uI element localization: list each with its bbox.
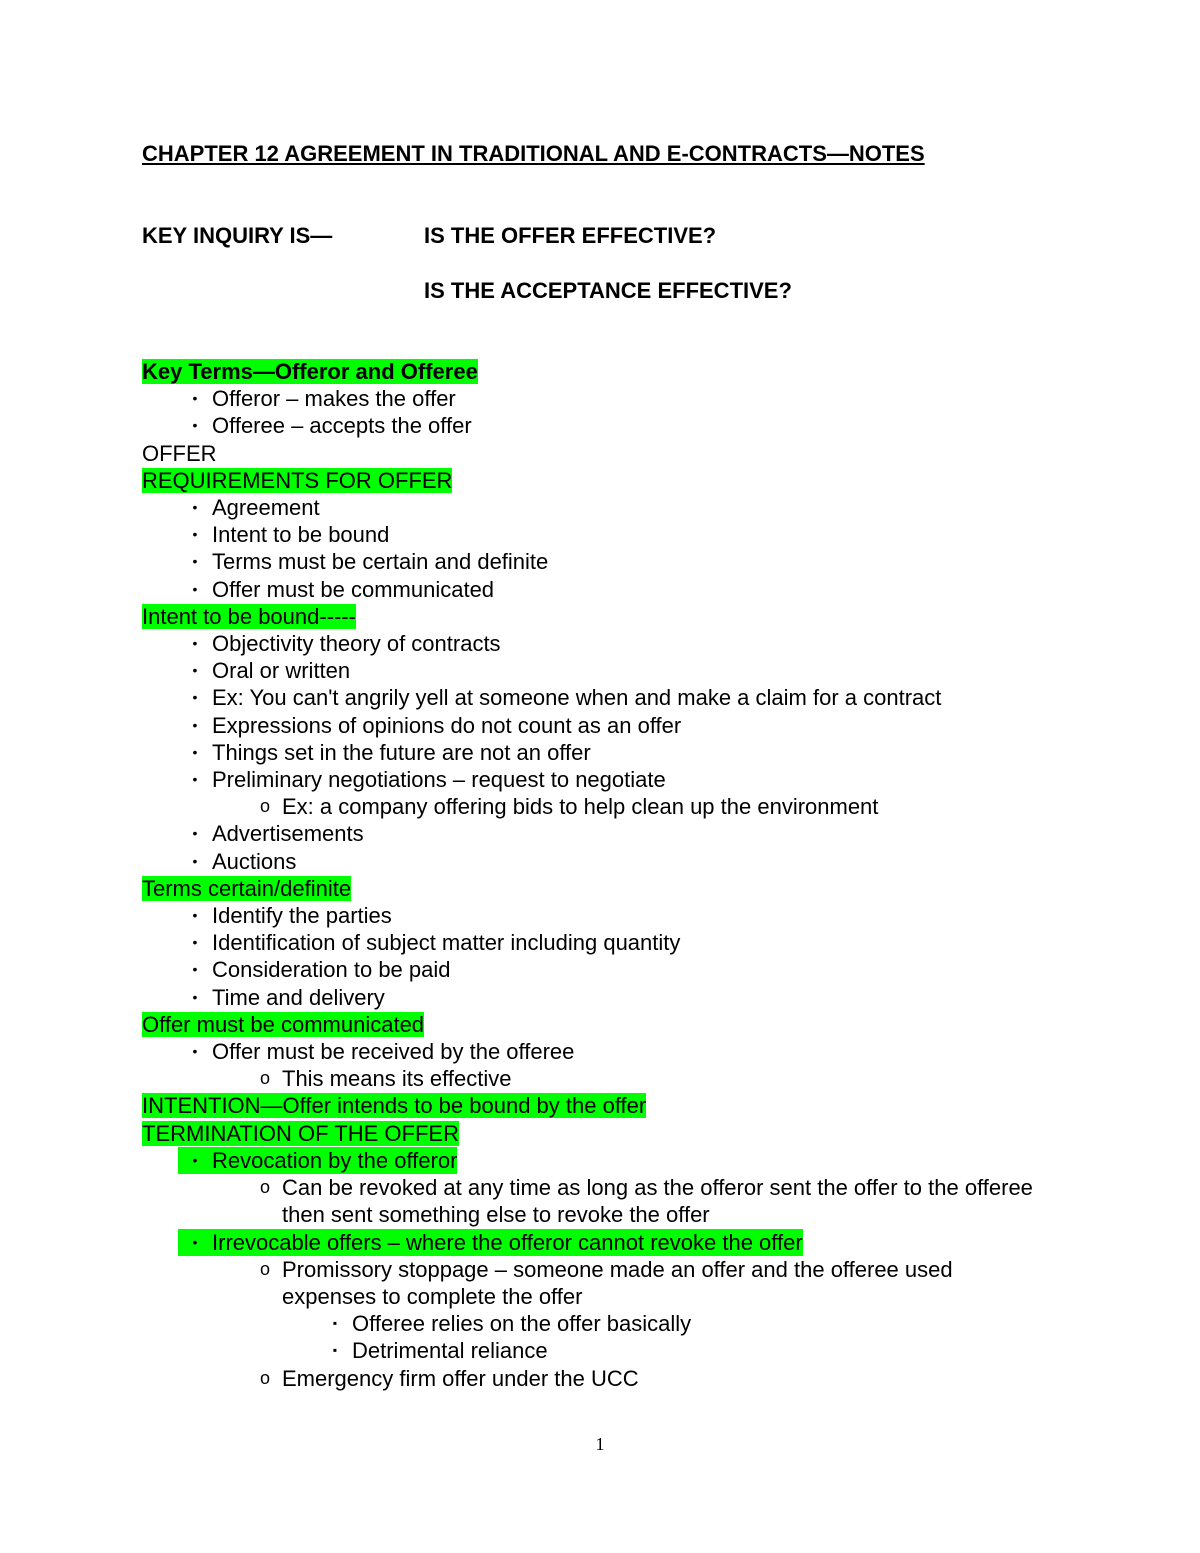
bullet-icon: • (192, 635, 198, 652)
list-item-text: Offer must be communicated (212, 576, 495, 602)
bullet-icon: • (192, 1233, 198, 1250)
list-item (142, 848, 1042, 875)
list-item (142, 902, 1042, 929)
circle-bullet-icon: o (259, 1367, 270, 1388)
list-item-text: Ex: You can't angrily yell at someone when and make a claim for a contract (212, 685, 942, 711)
list-item-text: Terms must be certain and definite (212, 549, 549, 575)
list-item (142, 494, 1042, 521)
document-title: CHAPTER 12 AGREEMENT IN TRADITIONAL AND E-CONTRACTS—NOTES (142, 141, 925, 166)
list-item-text: Oral or written (212, 658, 351, 684)
list-item (142, 630, 1042, 657)
bullet-icon: • (192, 825, 198, 842)
list-item-text: Ex: a company offering bids to help clean up the environment (282, 794, 879, 820)
list-item (142, 1310, 1042, 1337)
section-heading (142, 875, 1042, 902)
circle-bullet-icon: o (259, 1068, 270, 1089)
heading-text: REQUIREMENTS FOR OFFER (142, 467, 453, 493)
key-inquiry-question-acceptance: IS THE ACCEPTANCE EFFECTIVE? (424, 278, 792, 303)
heading-text: Offer must be communicated (142, 1011, 425, 1037)
section-heading (142, 1092, 1042, 1119)
list-item-text: Detrimental reliance (352, 1338, 548, 1364)
bullet-icon: • (192, 390, 198, 407)
circle-bullet-icon: o (259, 1258, 270, 1279)
list-item (142, 1337, 1042, 1364)
list-item-text: Offeror – makes the offer (212, 386, 456, 412)
list-item-text: Revocation by the offeror (212, 1147, 458, 1173)
list-item (142, 1174, 1042, 1228)
list-item-text: Time and delivery (212, 984, 385, 1010)
list-item (142, 1147, 1042, 1174)
list-item-text: Irrevocable offers – where the offeror cannot revoke the offer (212, 1229, 803, 1255)
bullet-icon: • (192, 907, 198, 924)
list-item-text: Promissory stoppage – someone made an offer and the offeree used expenses to complete the offer (282, 1256, 953, 1309)
bullet-icon: • (192, 499, 198, 516)
list-item-text: Agreement (212, 495, 320, 521)
list-item-text: Emergency firm offer under the UCC (282, 1365, 639, 1391)
bullet-icon: • (192, 526, 198, 543)
key-inquiry-question-offer: IS THE OFFER EFFECTIVE? (424, 223, 717, 248)
bullet-icon: • (192, 961, 198, 978)
list-item-text: This means its effective (282, 1066, 512, 1092)
bullet-icon: • (192, 743, 198, 760)
square-bullet-icon: ▪ (332, 1343, 338, 1358)
list-item (142, 766, 1042, 793)
bullet-icon: • (192, 1043, 198, 1060)
key-inquiry-label: KEY INQUIRY IS— (142, 223, 333, 248)
list-item (142, 739, 1042, 766)
bullet-icon: • (192, 553, 198, 570)
heading-text: Key Terms—Offeror and Offeree (142, 359, 478, 384)
list-item (142, 1256, 1042, 1310)
page-number: 1 (595, 1434, 605, 1454)
section-heading (142, 603, 1042, 630)
list-item (142, 385, 1042, 412)
bullet-icon: • (192, 580, 198, 597)
heading-text: OFFER (142, 440, 217, 466)
list-item (142, 576, 1042, 603)
bullet-icon: • (192, 852, 198, 869)
heading-text: INTENTION—Offer intends to be bound by the offer (142, 1093, 647, 1119)
bullet-icon: • (192, 662, 198, 679)
section-label (142, 440, 1042, 467)
list-item-text: Preliminary negotiations – request to negotiate (212, 767, 666, 793)
circle-bullet-icon: o (259, 1177, 270, 1198)
heading-text: Intent to be bound----- (142, 603, 357, 629)
section-heading (142, 1011, 1042, 1038)
list-item (142, 1038, 1042, 1065)
list-item (142, 820, 1042, 847)
section-heading (142, 1120, 1042, 1147)
list-item-text: Identification of subject matter including quantity (212, 930, 681, 956)
section-heading (142, 358, 1042, 385)
list-item (142, 1065, 1042, 1092)
list-item (142, 712, 1042, 739)
heading-text: TERMINATION OF THE OFFER (142, 1120, 459, 1146)
list-item-text: Consideration to be paid (212, 957, 451, 983)
list-item (142, 1229, 1042, 1256)
bullet-icon: • (192, 716, 198, 733)
list-item (142, 793, 1042, 820)
list-item-text: Auctions (212, 848, 297, 874)
list-item (142, 929, 1042, 956)
list-item (142, 984, 1042, 1011)
bullet-icon: • (192, 934, 198, 951)
bullet-icon: • (192, 1151, 198, 1168)
list-item-text: Intent to be bound (212, 522, 390, 548)
list-item (142, 684, 1042, 711)
list-item (142, 1365, 1042, 1392)
section-heading (142, 467, 1042, 494)
list-item-text: Objectivity theory of contracts (212, 631, 501, 657)
circle-bullet-icon: o (259, 796, 270, 817)
list-item (142, 412, 1042, 439)
square-bullet-icon: ▪ (332, 1316, 338, 1331)
list-item-text: Identify the parties (212, 903, 392, 929)
list-item (142, 956, 1042, 983)
bullet-icon: • (192, 771, 198, 788)
list-item-text: Advertisements (212, 821, 364, 847)
bullet-icon: • (192, 988, 198, 1005)
list-item-text: Offeree – accepts the offer (212, 413, 472, 439)
heading-text: Terms certain/definite (142, 875, 352, 901)
list-item-text: Offeree relies on the offer basically (352, 1311, 692, 1337)
list-item-text: Can be revoked at any time as long as the offeror sent the offer to the offeree then sent something else to revoke the offer (282, 1175, 1033, 1228)
bullet-icon: • (192, 689, 198, 706)
bullet-icon: • (192, 417, 198, 434)
list-item-text: Things set in the future are not an offer (212, 739, 591, 765)
list-item (142, 548, 1042, 575)
notes-body (142, 358, 1042, 1392)
list-item (142, 521, 1042, 548)
list-item (142, 657, 1042, 684)
list-item-text: Offer must be received by the offeree (212, 1039, 575, 1065)
list-item-text: Expressions of opinions do not count as an offer (212, 712, 682, 738)
